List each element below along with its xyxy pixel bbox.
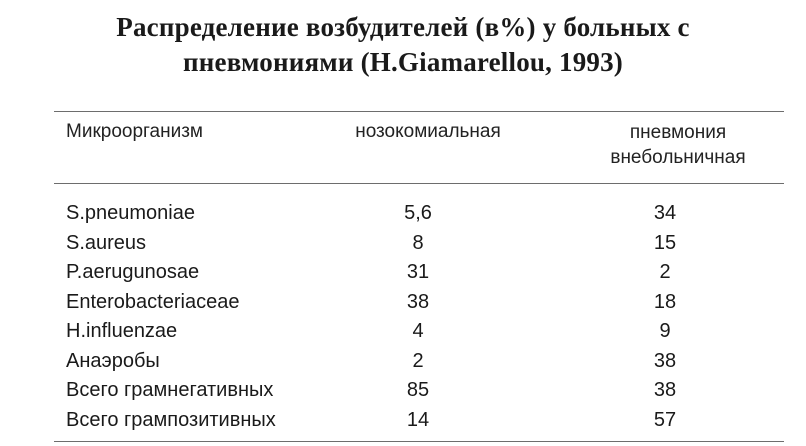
organism-cell: H.influenzae [66,320,178,342]
organism-cell: Всего грамнегативных [66,379,274,401]
community-cell: 38 [653,349,677,372]
community-cell: 2 [659,261,671,283]
nosocomial-cell: 4 [412,320,424,342]
table-row [0,317,806,347]
organism-cell: S.pneumoniae [66,202,195,224]
table-row [0,347,806,377]
header-community-line-2: внебольничная [610,147,746,168]
nosocomial-cell: 31 [406,261,430,283]
table-top-rule [54,111,784,112]
community-cell: 57 [653,408,677,431]
table-row [0,288,806,318]
nosocomial-cell: 85 [406,379,430,401]
organism-cell: Enterobacteriaceae [66,290,240,313]
table-row [0,258,806,288]
header-separator-rule [54,183,784,184]
organism-cell: P.aerugunosae [66,261,200,283]
community-cell: 18 [653,290,677,313]
nosocomial-cell: 5,6 [404,202,432,224]
header-community-acquired [578,120,778,170]
header-microorganism: Микроорганизм [66,121,203,142]
table-title-line-2: пневмониями (H.Giamarellou, 1993) [183,47,623,77]
organism-cell: Всего грампозитивных [66,408,276,431]
table-bottom-rule [54,441,784,442]
nosocomial-cell: 14 [406,408,430,431]
community-cell: 15 [653,231,677,254]
table-row [0,376,806,406]
header-nosocomial: нозокомиальная [355,121,501,142]
organism-cell: S.aureus [66,231,147,254]
community-cell: 9 [659,320,671,342]
community-cell: 38 [653,379,677,401]
table-row [0,406,806,436]
nosocomial-cell: 8 [412,231,424,254]
nosocomial-cell: 38 [406,290,430,313]
table-row [0,199,806,229]
table-title-line-1: Распределение возбудителей (в%) у больных с [116,12,690,42]
header-community-line-1: пневмония [629,122,727,143]
organism-cell: Анаэробы [66,349,160,372]
community-cell: 34 [653,202,677,224]
table-row [0,229,806,259]
nosocomial-cell: 2 [412,349,424,372]
table-body [0,199,806,435]
